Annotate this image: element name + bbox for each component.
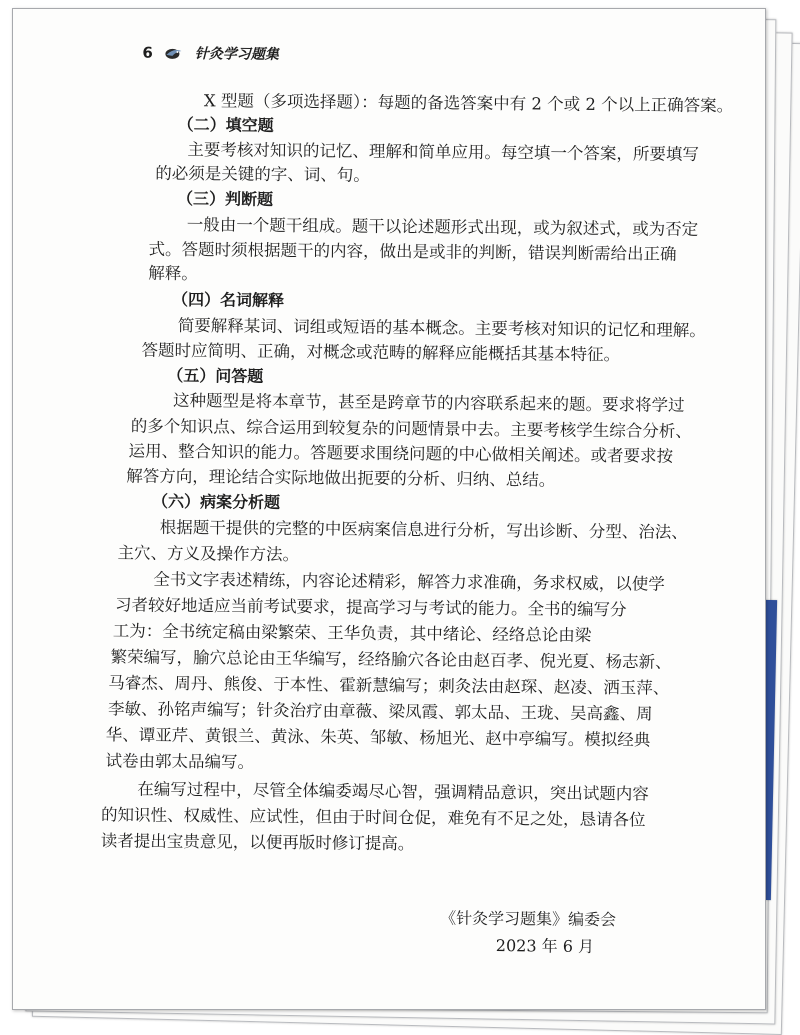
terms-line-1: 简要解释某词、词组或短语的基本概念。主要考核对知识的记忆和理解。	[177, 315, 706, 341]
fill-in-line-1: 主要考核对知识的记忆、理解和简单应用。每空填一个答案，所要填写	[187, 140, 700, 164]
summary-line-1: 全书文字表述精练，内容论述精彩，解答力求准确，务求权威，以使学	[153, 569, 665, 594]
terms-line-2: 答题时应简明、正确，对概念或范畴的解释应能概括其基本特征。	[141, 340, 621, 365]
summary-line-3: 工为：全书统定稿由梁繁荣、王华负责，其中绪论、经络总论由梁	[112, 621, 592, 645]
qa-line-2: 的多个知识点、综合运用到较复杂的问题情景中去。主要考核学生综合分析、	[130, 416, 692, 441]
summary-line-8: 试卷由郭太品编写。	[105, 751, 255, 772]
page-number: 6	[142, 43, 153, 62]
document-page	[12, 8, 766, 1010]
signature-date: 2023 年 6 月	[495, 936, 595, 956]
qa-line-1: 这种题型是将本章节，甚至是跨章节的内容联系起来的题。要求将学过	[172, 390, 685, 415]
bird-logo-icon	[165, 46, 183, 60]
summary-line-5: 马睿杰、周丹、熊俊、于本性、霍新慧编写；刺灸法由赵琛、赵凌、洒玉萍、	[108, 673, 670, 698]
page-content	[12, 8, 766, 1010]
heading-fill-in: （二）填空题	[177, 114, 274, 135]
true-false-line-3: 解释。	[148, 263, 198, 284]
true-false-line-1: 一般由一个题干组成。题干以论述题形式出现，或为叙述式，或为否定	[186, 215, 699, 239]
case-line-1: 根据题干提供的完整的中医病案信息进行分析，写出诊断、分型、治法、	[159, 517, 688, 542]
summary-line-6: 李敏、孙铭声编写；针灸治疗由章薇、梁凤霞、郭太品、王珑、吴高鑫、周	[108, 699, 653, 724]
closing-line-2: 的知识性、权威性、应试性，但由于时间仓促，难免有不足之处，恳请各位	[101, 805, 646, 830]
qa-line-3: 运用、整合知识的能力。答题要求围绕问题的中心做相关阐述。或者要求按	[128, 441, 674, 466]
heading-true-false: （三）判断题	[176, 188, 274, 209]
case-line-2: 主穴、方义及操作方法。	[117, 543, 300, 565]
fill-in-line-2: 的必须是关键的字、词、句。	[155, 163, 370, 185]
summary-line-4: 繁荣编写，腧穴总论由王华编写，经络腧穴各论由赵百孝、倪光夏、杨志新、	[110, 647, 672, 672]
heading-case: （六）病案分析题	[152, 491, 281, 512]
closing-line-3: 读者提出宝贵意见，以便再版时修订提高。	[100, 831, 415, 854]
qa-line-4: 解答方向，理论结合实际地做出扼要的分析、归纳、总结。	[126, 466, 556, 490]
line-x-type: X 型题（多项选择题）：每题的备选答案中有 2 个或 2 个以上正确答案。	[203, 91, 734, 116]
running-title: 针灸学习题集	[194, 46, 279, 63]
page-header	[142, 43, 279, 64]
true-false-line-2: 式。答题时须根据题干的内容，做出是或非的判断，错误判断需给出正确	[148, 239, 677, 264]
summary-line-2: 习者较好地适应当前考试要求，提高学习与考试的能力。全书的编写分	[115, 595, 627, 620]
heading-qa: （五）问答题	[167, 365, 264, 386]
closing-line-1: 在编写过程中，尽管全体编委竭尽心智，强调精品意识，突出试题内容	[137, 779, 649, 804]
signature-org: 《针灸学习题集》编委会	[440, 908, 617, 930]
summary-line-7: 华、谭亚芹、黄银兰、黄泳、朱英、邹敏、杨旭光、赵中亭编写。模拟经典	[105, 725, 651, 750]
heading-terms: （四）名词解释	[171, 289, 285, 310]
